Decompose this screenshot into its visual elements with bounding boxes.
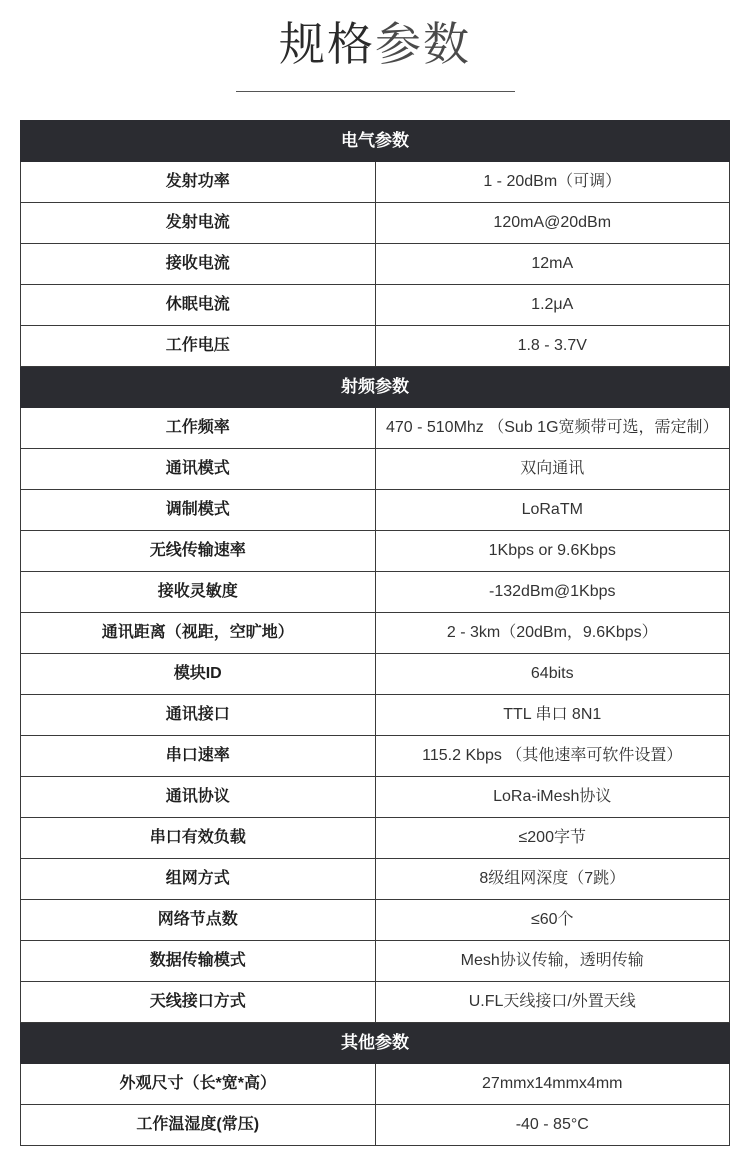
row-label: 外观尺寸（长*宽*高） xyxy=(21,1064,376,1105)
table-row xyxy=(21,449,730,490)
title-divider xyxy=(236,91,515,92)
row-label: 工作温湿度(常压) xyxy=(21,1105,376,1146)
row-label: 休眠电流 xyxy=(21,285,376,326)
row-label: 串口速率 xyxy=(21,736,376,777)
table-row xyxy=(21,613,730,654)
section-title: 其他参数 xyxy=(21,1023,730,1064)
row-value: TTL 串口 8N1 xyxy=(375,695,730,736)
table-row xyxy=(21,1064,730,1105)
row-label: 工作电压 xyxy=(21,326,376,367)
table-row xyxy=(21,285,730,326)
table-row xyxy=(21,941,730,982)
table-row xyxy=(21,572,730,613)
table-row xyxy=(21,900,730,941)
row-label: 无线传输速率 xyxy=(21,531,376,572)
row-value: 1Kbps or 9.6Kbps xyxy=(375,531,730,572)
table-row xyxy=(21,654,730,695)
row-label: 网络节点数 xyxy=(21,900,376,941)
row-label: 发射功率 xyxy=(21,162,376,203)
row-label: 组网方式 xyxy=(21,859,376,900)
row-value: -132dBm@1Kbps xyxy=(375,572,730,613)
section-title: 电气参数 xyxy=(21,121,730,162)
row-value: ≤200字节 xyxy=(375,818,730,859)
table-row xyxy=(21,736,730,777)
row-value: -40 - 85°C xyxy=(375,1105,730,1146)
table-row xyxy=(21,1105,730,1146)
table-row xyxy=(21,490,730,531)
page-title-part2: 参数 xyxy=(375,18,471,70)
page-title xyxy=(0,14,750,74)
row-value: 115.2 Kbps （其他速率可软件设置） xyxy=(375,736,730,777)
row-label: 通讯接口 xyxy=(21,695,376,736)
row-value: 1.2μA xyxy=(375,285,730,326)
row-label: 接收电流 xyxy=(21,244,376,285)
row-value: 27mmx14mmx4mm xyxy=(375,1064,730,1105)
table-row xyxy=(21,982,730,1023)
row-label: 发射电流 xyxy=(21,203,376,244)
row-value: ≤60个 xyxy=(375,900,730,941)
row-label: 通讯距离（视距，空旷地） xyxy=(21,613,376,654)
row-value: 1.8 - 3.7V xyxy=(375,326,730,367)
table-row xyxy=(21,203,730,244)
spec-table xyxy=(20,120,730,1146)
row-label: 串口有效负载 xyxy=(21,818,376,859)
row-value: U.FL天线接口/外置天线 xyxy=(375,982,730,1023)
row-label: 工作频率 xyxy=(21,408,376,449)
table-row xyxy=(21,326,730,367)
table-row xyxy=(21,859,730,900)
section-header-electrical xyxy=(21,121,730,162)
section-title: 射频参数 xyxy=(21,367,730,408)
row-value: 470 - 510Mhz （Sub 1G宽频带可选，需定制） xyxy=(375,408,730,449)
table-row xyxy=(21,162,730,203)
table-row xyxy=(21,777,730,818)
row-label: 数据传输模式 xyxy=(21,941,376,982)
section-header-other xyxy=(21,1023,730,1064)
row-value: 120mA@20dBm xyxy=(375,203,730,244)
row-value: 8级组网深度（7跳） xyxy=(375,859,730,900)
table-row xyxy=(21,695,730,736)
table-row xyxy=(21,408,730,449)
row-label: 通讯模式 xyxy=(21,449,376,490)
row-label: 通讯协议 xyxy=(21,777,376,818)
row-value: 双向通讯 xyxy=(375,449,730,490)
section-header-rf xyxy=(21,367,730,408)
row-value: Mesh协议传输，透明传输 xyxy=(375,941,730,982)
table-row xyxy=(21,244,730,285)
page-header xyxy=(0,0,750,100)
row-label: 接收灵敏度 xyxy=(21,572,376,613)
table-row xyxy=(21,818,730,859)
row-value: 2 - 3km（20dBm，9.6Kbps） xyxy=(375,613,730,654)
row-value: 12mA xyxy=(375,244,730,285)
row-label: 天线接口方式 xyxy=(21,982,376,1023)
row-value: 64bits xyxy=(375,654,730,695)
row-label: 模块ID xyxy=(21,654,376,695)
row-value: LoRa-iMesh协议 xyxy=(375,777,730,818)
page-title-part1: 规格 xyxy=(279,18,375,70)
row-value: 1 - 20dBm（可调） xyxy=(375,162,730,203)
table-row xyxy=(21,531,730,572)
row-label: 调制模式 xyxy=(21,490,376,531)
row-value: LoRaTM xyxy=(375,490,730,531)
